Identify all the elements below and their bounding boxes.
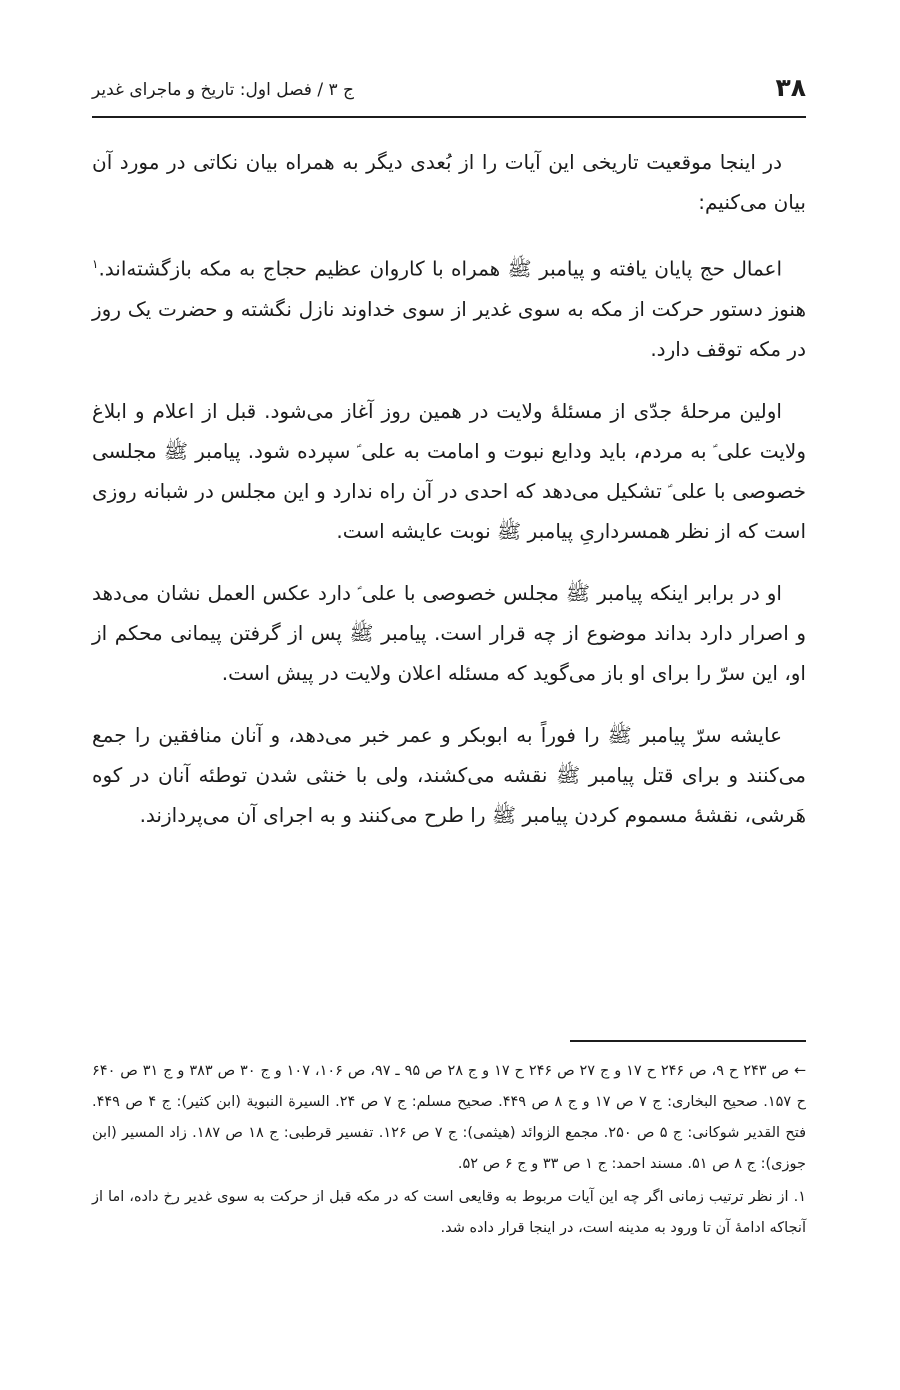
footnote-continued: ← ص ۲۴۳ ح ۹، ص ۲۴۶ ح ۱۷ و ج ۲۷ ص ۲۴۶ ح ۱۷ و ج ۲۸ ص ۹۵ ـ ۹۷، ص ۱۰۶، ۱۰۷ و ج ۳۰ ص ۳۸۳ و ج ۳۱ ص ۶۴۰ ح ۱۵۷. صحیح البخاری: ج ۷ ص ۱۷ و ج ۸ ص ۴۴۹. صحیح مسلم: ج ۷ ص ۲۴. السیرة النبویة (ابن کثیر): ج ۴ ص ۴۴۹. فتح القدیر شوکانی: ج ۵ ص ۲۵۰. مجمع الزوائد (هیثمی): ج ۷ ص ۱۲۶. تفسیر قرطبی: ج ۱۸ ص ۱۸۷. زاد المسیر (ابن جوزی): ج ۸ ص ۵۱. مسند احمد: ج ۱ ص ۳۳ و ج ۶ ص ۵۲. [92, 1063, 807, 1172]
paragraph-3: اولین مرحلهٔ جدّی از مسئلهٔ ولایت در همین روز آغاز می‌شود. قبل از اعلام و ابلاغ ولایت علی ؑ به مردم، باید ودایع نبوت و امامت به علی ؑ سپرده شود. پیامبر ﷺ مجلسی خصوصی با علی ؑ تشکیل می‌دهد که احدی در آن راه ندارد و این مجلس در شبانه روزی است که از نظر همسرداریِ پیامبر ﷺ نوبت عایشه است. [92, 398, 806, 543]
page-number: ۳۸ [775, 73, 806, 102]
paragraph-1: در اینجا موقعیت تاریخی این آیات را از بُعدی دیگر به همراه بیان نکاتی در مورد آن بیان می‌کنیم: [92, 150, 806, 214]
main-text [92, 142, 806, 857]
page-header [92, 72, 806, 112]
paragraph-5: عایشه سرّ پیامبر ﷺ را فوراً به ابوبکر و عمر خبر می‌دهد، و آنان منافقین را جمع می‌کنند و برای قتل پیامبر ﷺ نقشه می‌کشند، ولی با خنثی شدن توطئه آنان در کوه هَرشی، نقشهٔ مسموم کردن پیامبر ﷺ را طرح می‌کنند و به اجرای آن می‌پردازند. [92, 722, 806, 827]
footnote-ref-1[interactable]: ۱ [92, 257, 99, 271]
header-rule [92, 116, 806, 118]
running-head: ج ۳ / فصل اول: تاریخ و ماجرای غدیر [92, 80, 355, 100]
paragraph-2-text: اعمال حج پایان یافته و پیامبر ﷺ همراه با کاروان عظیم حجاج به مکه بازگشته‌اند. [98, 256, 782, 281]
footnote-1: ۱. از نظر ترتیب زمانی اگر چه این آیات مربوط به وقایعی است که در مکه قبل از حرکت به سوی غدیر رخ داده، اما از آنجاکه ادامهٔ آن تا ورود به مدینه است، در اینجا قرار داده شد. [92, 1189, 806, 1236]
paragraph-4: او در برابر اینکه پیامبر ﷺ مجلس خصوصی با علی ؑ دارد عکس العمل نشان می‌دهد و اصرار دارد بداند موضوع از چه قرار است. پیامبر ﷺ پس از گرفتن پیمانی محکم از او، این سرّ را برای او باز می‌گوید که مسئله اعلان ولایت در پیش است. [92, 580, 806, 685]
paragraph-2-continuation: هنوز دستور حرکت از مکه به سوی غدیر از سوی خداوند نازل نگشته و حضرت یک روز در مکه توقف دارد. [92, 296, 806, 361]
footnotes [92, 1056, 806, 1246]
footnote-separator [570, 1040, 806, 1042]
paragraph-2 [92, 244, 806, 369]
